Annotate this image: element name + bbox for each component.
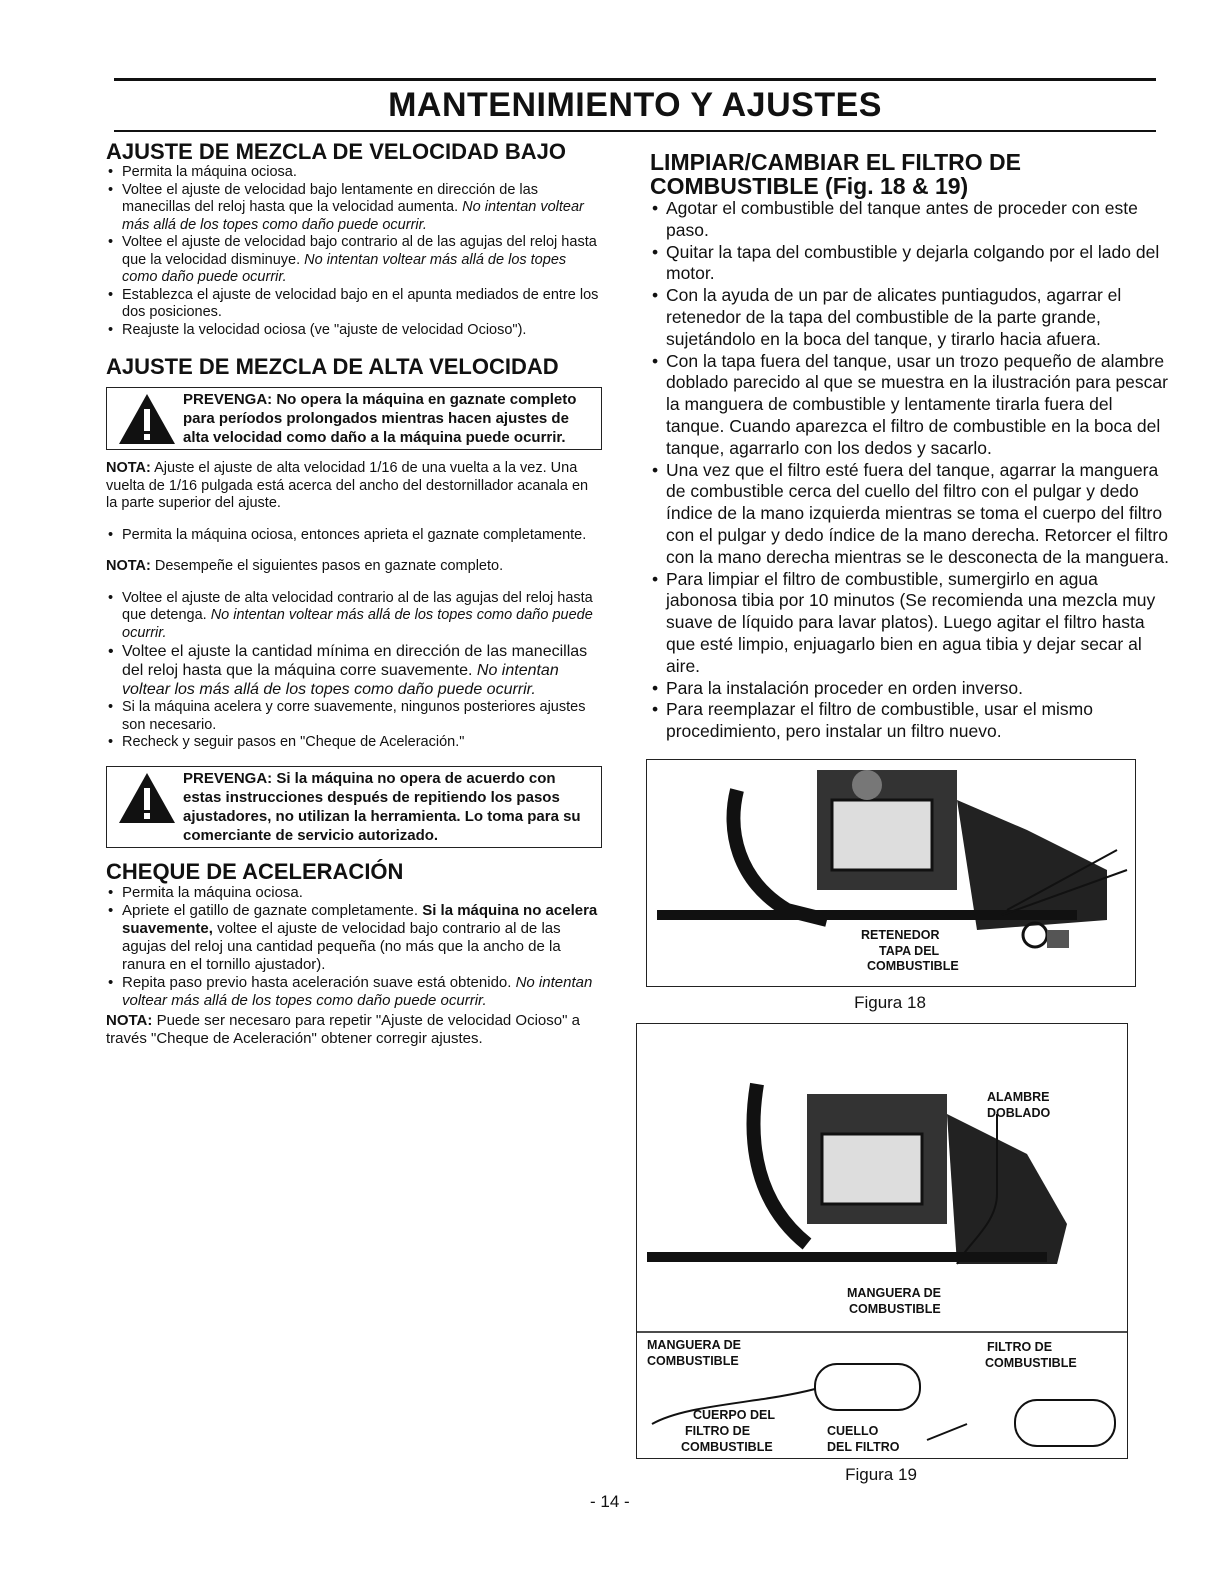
list-item: • Si la máquina acelera y corre suavemente, ningunos posteriores ajustes son necesario. [106, 699, 602, 734]
list-item: • Establezca el ajuste de velocidad bajo en el apunta mediados de entre los dos posiciones. [106, 287, 602, 322]
list-item: • Voltee el ajuste de alta velocidad contrario al de las agujas del reloj hasta que detenga. No intentan voltear más allá de los topes como daño puede ocurrir. [106, 590, 602, 643]
list-item: • Con la tapa fuera del tanque, usar un trozo pequeño de alambre doblado parecido al que se muestra en la ilustración para pescar la manguera de combustible y lentamente tirarla fuera del tanque. Cuando aparezca el filtro de combustible en la boca del tanque, agarrarlo con los dedos y sacarlo. [650, 351, 1170, 460]
list-item: • Una vez que el filtro esté fuera del tanque, agarrar la manguera de combustible cerca del cuello del filtro con el pulgar y dedo índice de la mano izquierda mientras se toma el cuerpo del filtro con el pulgar y dedo índice de la mano derecha. Retorcer el filtro con la mano derecha mientras se le desconecta de la manguera. [650, 460, 1170, 569]
high-speed-list-1 [106, 527, 602, 545]
warning-text: PREVENGA: No opera la máquina en gaznate completo para períodos prolongados mientras hacen ajustes de alta velocidad como daño a la máquina puede ocurrir. [183, 391, 577, 446]
section-title-acceleration: CHEQUE DE ACELERACIÓN [106, 858, 404, 884]
list-item: • Permita la máquina ociosa, entonces aprieta el gaznate completamente. [106, 527, 602, 545]
list-item: • Quitar la tapa del combustible y dejarla colgando por el lado del motor. [650, 242, 1170, 286]
left-column [106, 140, 602, 1058]
list-item: • Permita la máquina ociosa. [106, 164, 602, 182]
list-item: • Reajuste la velocidad ociosa (ve "ajuste de velocidad Ocioso"). [106, 322, 602, 340]
warning-box [106, 766, 602, 848]
list-item: • Agotar el combustible del tanque antes de proceder con este paso. [650, 198, 1170, 242]
list-item: • Permita la máquina ociosa. [106, 884, 602, 902]
high-speed-list-2 [106, 590, 602, 752]
section-title-fuel-filter: LIMPIAR/CAMBIAR EL FILTRO DE COMBUSTIBLE (Fig. 18 & 19) [650, 149, 1021, 199]
section-title-low-speed: AJUSTE DE MEZCLA DE VELOCIDAD BAJO [106, 139, 567, 164]
list-item: • Para limpiar el filtro de combustible, sumergirlo en agua jabonosa tibia por 10 minutos (Se recomienda una mezcla muy suave de líquido para lavar platos). Luego agitar el filtro hasta que esté limpio, enjuagarlo bien en agua tibia y dejar secar al aire. [650, 569, 1170, 678]
list-item: • Voltee el ajuste de velocidad bajo lentamente en dirección de las manecillas del reloj hasta que la velocidad aumenta. No intentan voltear más allá de los topes como daño puede ocurrir. [106, 182, 602, 235]
warning-icon [111, 769, 183, 825]
header-rule-bottom [114, 130, 1156, 132]
note: NOTA: Desempeñe el siguientes pasos en gaznate completo. [106, 558, 504, 574]
list-item: • Recheck y seguir pasos en "Cheque de Aceleración." [106, 734, 602, 752]
low-speed-list [106, 164, 602, 339]
figure-18-caption: Figura 18 [854, 992, 926, 1012]
list-item: • Apriete el gatillo de gaznate completamente. Si la máquina no acelera suavemente, voltee el ajuste de velocidad bajo contrario al de las agujas del reloj una cantidad pequeña (no más que la ancho de la ranura en el tornillo ajustador). [106, 902, 602, 974]
note: NOTA: Puede ser necesaro para repetir "Ajuste de velocidad Ocioso" a través "Cheque de Aceleración" obtener corregir ajustes. [106, 1011, 580, 1047]
fuel-filter-list [650, 198, 1170, 743]
figure-19-caption: Figura 19 [845, 1464, 917, 1484]
warning-box [106, 387, 602, 450]
list-item: • Para reemplazar el filtro de combustible, usar el mismo procedimiento, pero instalar un filtro nuevo. [650, 699, 1170, 743]
list-item: • Voltee el ajuste la cantidad mínima en dirección de las manecillas del reloj hasta que la máquina corre suavemente. No intentan voltear los más allá de los topes como daño puede ocurrir. [106, 642, 602, 699]
warning-icon [111, 390, 183, 446]
list-item: • Con la ayuda de un par de alicates puntiagudos, agarrar el retenedor de la tapa del combustible de la parte grande, sujetándolo en la boca del tanque, y tirarlo hacia afuera. [650, 285, 1170, 350]
page-title: MANTENIMIENTO Y AJUSTES [388, 86, 882, 124]
section-title-high-speed: AJUSTE DE MEZCLA DE ALTA VELOCIDAD [106, 354, 559, 379]
note: NOTA: Ajuste el ajuste de alta velocidad 1/16 de una vuelta a la vez. Una vuelta de 1/16 pulgada está acerca del ancho del destornillador acanala en la parte superior del ajuste. [106, 460, 589, 511]
list-item: • Para la instalación proceder en orden inverso. [650, 678, 1170, 700]
page-number: - 14 - [590, 1492, 630, 1511]
header-rule-top [114, 78, 1156, 81]
list-item: • Voltee el ajuste de velocidad bajo contrario al de las agujas del reloj hasta que la velocidad disminuye. No intentan voltear más allá de los topes como daño puede ocurrir. [106, 234, 602, 287]
acceleration-list [106, 884, 602, 1010]
figure-19: ALAMBRE DOBLADO MANGUERA DE COMBUSTIBLE MANGUERA DE COMBUSTIBLE FILTRO DE COMBUSTIBLE CUERPO DEL FILTRO DE COMBUSTIBLE CUELLO DEL FILTRO [636, 1023, 1128, 1459]
right-column [647, 149, 1170, 1485]
warning-text: PREVENGA: Si la máquina no opera de acuerdo con estas instrucciones después de repitiendo los pasos ajustadores, no utilizan la herramienta. Lo toma para su comerciante de servicio autorizado. [183, 769, 581, 844]
fuel-filter-illustration-icon [637, 1024, 1127, 1458]
list-item: • Repita paso previo hasta aceleración suave está obtenido. No intentan voltear más allá de los topes como daño puede ocurrir. [106, 974, 602, 1010]
figure-18: RETENEDOR TAPA DEL COMBUSTIBLE [646, 759, 1136, 987]
